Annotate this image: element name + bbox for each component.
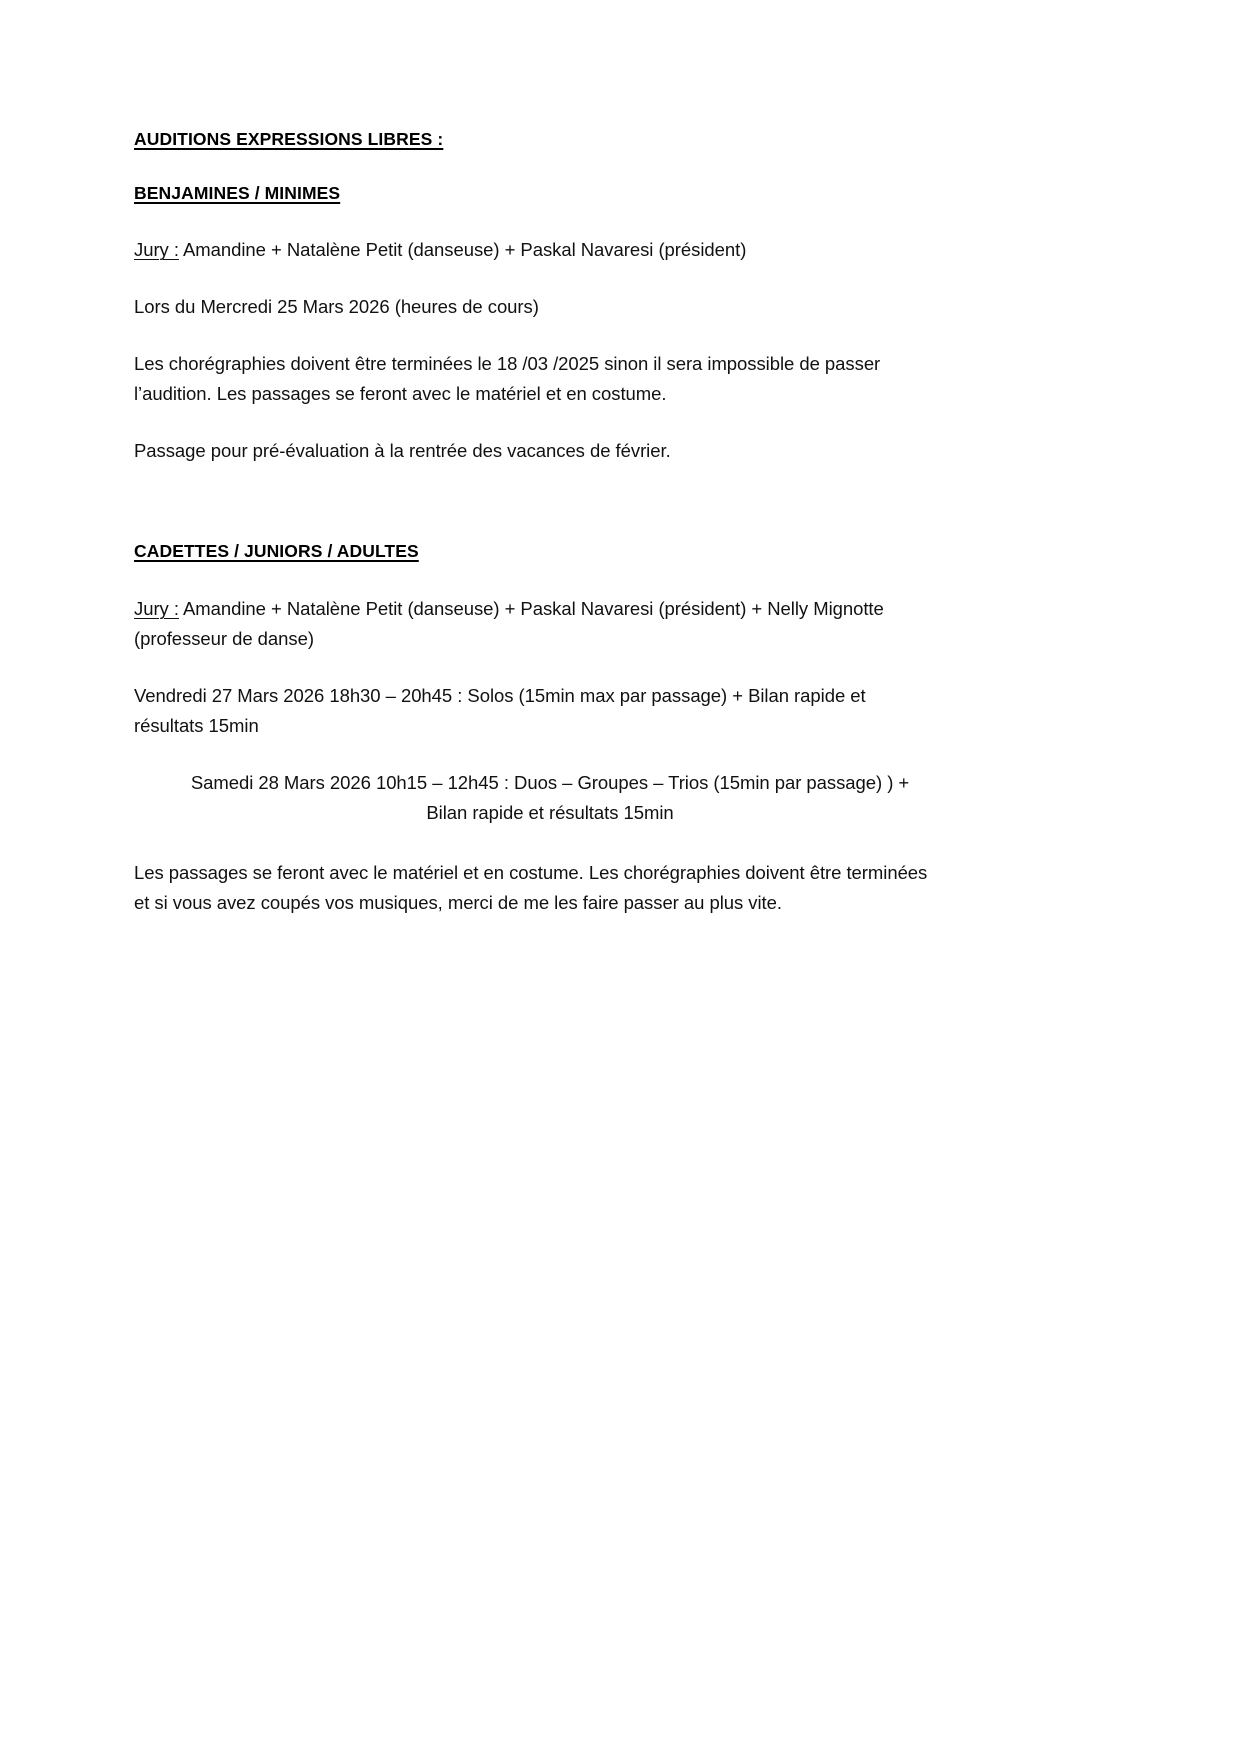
jury-label: Jury : [134, 239, 179, 261]
document-title-text: AUDITIONS EXPRESSIONS LIBRES : [134, 129, 444, 149]
section-heading-benjamines [134, 182, 936, 206]
preevaluation-paragraph-benjamines: Passage pour pré-évaluation à la rentrée des vacances de février. [134, 440, 671, 462]
closing-paragraph-cadettes: Les passages se feront avec le matériel et en costume. Les chorégraphies doivent être terminées et si vous avez coupés vos musiques, merci de me les faire passer au plus vite. [134, 861, 928, 913]
section-heading-benjamines-text: BENJAMINES / MINIMES [134, 182, 341, 203]
jury-line-cadettes [134, 594, 936, 654]
document-body [134, 128, 936, 917]
jury-members: Amandine + Natalène Petit (danseuse) + Paskal Navaresi (président) [178, 239, 747, 261]
date-line-benjamines: Lors du Mercredi 25 Mars 2026 (heures de cours) [134, 296, 539, 318]
section-heading-cadettes [134, 540, 936, 564]
deadline-paragraph-benjamines: Les chorégraphies doivent être terminées le 18 /03 /2025 sinon il sera impossible de passer l’audition. Les passages se feront avec le matériel et en costume. [134, 353, 881, 405]
section-heading-cadettes-text: CADETTES / JUNIORS / ADULTES [134, 541, 419, 562]
jury-label: Jury : [134, 597, 179, 619]
friday-schedule-line: Vendredi 27 Mars 2026 18h30 – 20h45 : Solos (15min max par passage) + Bilan rapide et résultats 15min [134, 684, 866, 736]
saturday-schedule-line: Samedi 28 Mars 2026 10h15 – 12h45 : Duos – Groupes – Trios (15min par passage) ) + Bilan rapide et résultats 15min [190, 771, 910, 823]
document-title [134, 128, 936, 152]
jury-line-benjamines [134, 235, 936, 265]
jury-members: Amandine + Natalène Petit (danseuse) + Paskal Navaresi (président) + Nelly Mignotte (professeur de danse) [134, 597, 884, 649]
